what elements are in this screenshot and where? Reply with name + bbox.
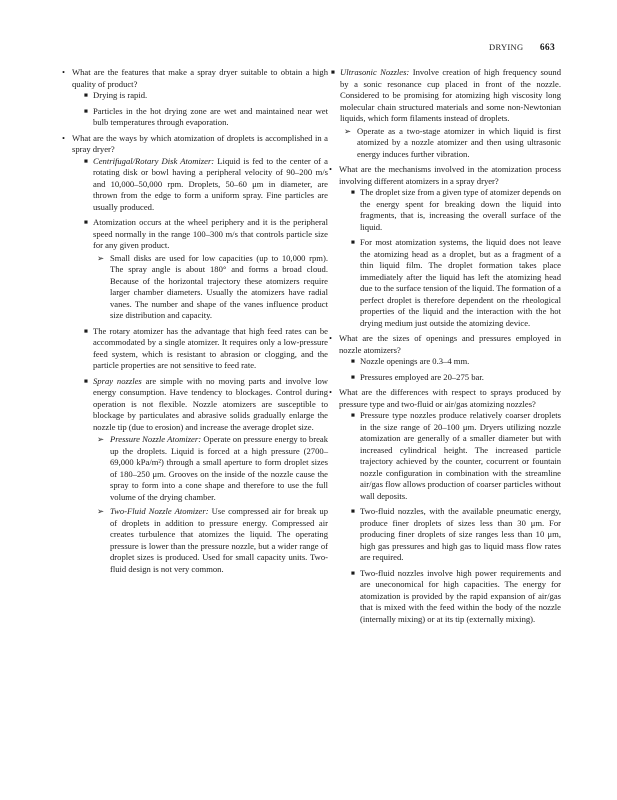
arrow-bullet-icon: ➢ <box>97 434 105 444</box>
sub-item-text: Use compressed air for break up of droplets in addition to pressure energy. Compressed air creates turbulence that atomizes the liquid. The operating pressure is lower than the pressure nozzle, but a wider range of droplet sizes is produced. Used for small capacity units. Two-fluid design is not very common. <box>110 506 328 574</box>
list-item <box>351 356 561 368</box>
question-nozzle-sizes <box>329 333 561 383</box>
question-spray-differences <box>329 387 561 625</box>
list-item <box>84 90 328 102</box>
sub-item-title: Two-Fluid Nozzle Atomizer: <box>110 506 209 516</box>
list-item <box>84 156 328 214</box>
arrow-bullet-icon: ➢ <box>97 506 105 516</box>
answer-list <box>351 356 561 383</box>
continued-list <box>331 67 561 160</box>
square-bullet-icon: ■ <box>351 358 355 365</box>
list-item <box>84 217 328 322</box>
item-text: Involve creation of high frequency sound by a sonic resonance cup placed in front of the nozzle. Considered to be promising for atomizing high viscosity long molecular chain structured materials and some non-Newtonian liquids, which form filaments instead of droplets. <box>340 67 561 123</box>
item-text: Particles in the hot drying zone are wet and maintained near wet bulb temperatures through evaporation. <box>93 105 328 127</box>
arrow-bullet-icon: ➢ <box>344 125 352 136</box>
list-item <box>351 410 561 502</box>
list-item <box>351 187 561 233</box>
square-bullet-icon: ■ <box>351 508 355 515</box>
list-item <box>84 376 328 576</box>
list-item <box>84 326 328 372</box>
item-text: Liquid is fed to the center of a rotating disk or bowl having a peripheral velocity of 90–200 m/s and 10,000–50,000 rpm. Droplets, 50–60 μm in diameter, are thrown from the edge to form a uniform spray. Fine particles are usually produced. <box>93 155 328 212</box>
question-spray-dryer-features <box>62 67 328 129</box>
list-item <box>351 237 561 329</box>
square-bullet-icon: ■ <box>351 189 355 196</box>
sub-item-text: Operate on pressure energy to break up the droplets. Liquid is forced at a high pressure (2700–69,000 kPa/m²) through a small aperture to form droplet sizes of 180–250 μm. Grooves on the inside of the nozzle cause the spray to form into a cone shape and therefore to use the full volume of the drying chamber. <box>110 434 328 502</box>
item-text: Two-fluid nozzles involve high power requirements and are uneconomical for high capacities. The energy for atomization is provided by the rapid expansion of air/gas that is mixed with the feed within the body of the nozzle (internally mixing) or at its tip (externally mixing). <box>360 567 561 624</box>
bullet-icon: • <box>62 132 66 143</box>
bullet-icon: • <box>329 333 333 343</box>
item-title: Spray nozzles <box>93 375 142 386</box>
square-bullet-icon: ■ <box>84 219 88 226</box>
item-title: Ultrasonic Nozzles: <box>340 67 410 77</box>
question-atomization-mechanisms <box>329 164 561 329</box>
list-item <box>351 506 561 564</box>
sub-item <box>97 253 328 322</box>
right-column <box>329 67 561 629</box>
item-text: are simple with no moving parts and involve low energy consumption. Have tendency to blockages. Control during operation is not flexible. Nozzle atomizers are susceptible to blockage by particulates and abrasive solids gradually enlarge the nozzle tip (due to erosion) and increase the average droplet size. <box>93 375 329 432</box>
item-text: For most atomization systems, the liquid does not leave the atomizing head as a droplet, but as a fragment of a thin liquid film. The droplet formation takes place immediately after the liquid has left the atomizing head due to the surface tension of the liquid. The formation of a perfect droplet is therefore dependent on the rheological properties of the liquid and the interaction with the hot drying medium just outside the atomizing device. <box>360 237 561 328</box>
list-item <box>84 106 328 129</box>
square-bullet-icon: ■ <box>351 412 355 419</box>
sub-list <box>97 253 328 322</box>
answer-list <box>84 156 328 576</box>
sub-item <box>97 506 328 575</box>
item-text: Nozzle openings are 0.3–4 mm. <box>360 356 470 366</box>
left-column <box>62 67 328 579</box>
square-bullet-icon: ■ <box>84 327 88 335</box>
section-title: DRYING <box>489 42 524 52</box>
question-text: What are the sizes of openings and pressures employed in nozzle atomizers? <box>339 333 561 355</box>
sub-item <box>97 434 328 503</box>
answer-list <box>351 187 561 329</box>
sub-list <box>344 126 561 161</box>
item-text: The rotary atomizer has the advantage that high feed rates can be accommodated by a single atomizer. It requires only a low-pressure feed system, which is resistant to abrasion or clogging, and the particle properties are not sensitive to feed rate. <box>93 325 328 370</box>
sub-item-text: Small disks are used for low capacities (up to 10,000 rpm). The spray angle is about 180° and forms a broad cloud. Because of the horizontal trajectory these atomizers require larger chamber diameters. Usually the atomizers have radial vanes. The number and shape of the vanes influence product size distribution and capacity. <box>110 252 328 320</box>
arrow-bullet-icon: ➢ <box>97 252 105 263</box>
square-bullet-icon: ■ <box>351 239 355 246</box>
answer-list <box>84 90 328 129</box>
item-text: Atomization occurs at the wheel periphery and it is the peripheral speed normally in the range 100–300 m/s that controls particle size for any given product. <box>93 217 328 250</box>
question-atomization-ways <box>62 133 328 576</box>
sub-item <box>344 126 561 161</box>
square-bullet-icon: ■ <box>84 107 88 115</box>
bullet-icon: • <box>329 164 333 174</box>
item-title: Centrifugal/Rotary Disk Atomizer: <box>93 155 215 166</box>
item-text: Two-fluid nozzles, with the available pneumatic energy, produce finer droplets of sizes less than 30 μm. For producing finer droplets of size ranges less than 10 μm, high gas pressures and high gas to liquid mass flow rates are required. <box>360 506 561 562</box>
square-bullet-icon: ■ <box>84 377 88 385</box>
sub-list <box>97 434 328 575</box>
square-bullet-icon: ■ <box>331 69 335 76</box>
list-item <box>351 372 561 384</box>
square-bullet-icon: ■ <box>351 569 355 577</box>
question-text: What are the features that make a spray dryer suitable to obtain a high quality of product? <box>72 67 328 89</box>
bullet-icon: • <box>62 67 66 77</box>
question-text: What are the differences with respect to sprays produced by pressure type and two-fluid or air/gas atomizing nozzles? <box>339 387 561 409</box>
running-header <box>489 42 555 53</box>
list-item <box>351 568 561 626</box>
item-text: Pressure type nozzles produce relatively coarser droplets in the size range of 20–100 μm. Dryers utilizing nozzle atomization are generally of a smaller diameter but with increased cylindrical height. The increased particle trajectory achieved by the counter, cocurrent or fountain nozzle configuration in combination with the streamline air/gas flow allows production of coarser particles without wall deposits. <box>360 410 561 501</box>
item-text: Drying is rapid. <box>93 90 148 100</box>
answer-list <box>351 410 561 625</box>
question-text: What are the ways by which atomization of droplets is accomplished in a spray dryer? <box>72 132 328 154</box>
item-text: The droplet size from a given type of atomizer depends on the energy spent for breaking down the liquid into fragments, that is, increasing the overall surface of the liquid. <box>360 187 561 232</box>
bullet-icon: • <box>329 387 333 397</box>
square-bullet-icon: ■ <box>84 92 88 99</box>
square-bullet-icon: ■ <box>351 373 355 381</box>
square-bullet-icon: ■ <box>84 157 88 165</box>
list-item <box>331 67 561 160</box>
item-text: Pressures employed are 20–275 bar. <box>360 371 484 382</box>
question-text: What are the mechanisms involved in the atomization process involving different atomizers in a spray dryer? <box>339 164 561 186</box>
sub-item-text: Operate as a two-stage atomizer in which liquid is first atomized by a nozzle atomizer and then using ultrasonic energy induces further vibration. <box>357 125 561 159</box>
page-number: 663 <box>539 43 555 53</box>
sub-item-title: Pressure Nozzle Atomizer: <box>110 434 202 444</box>
